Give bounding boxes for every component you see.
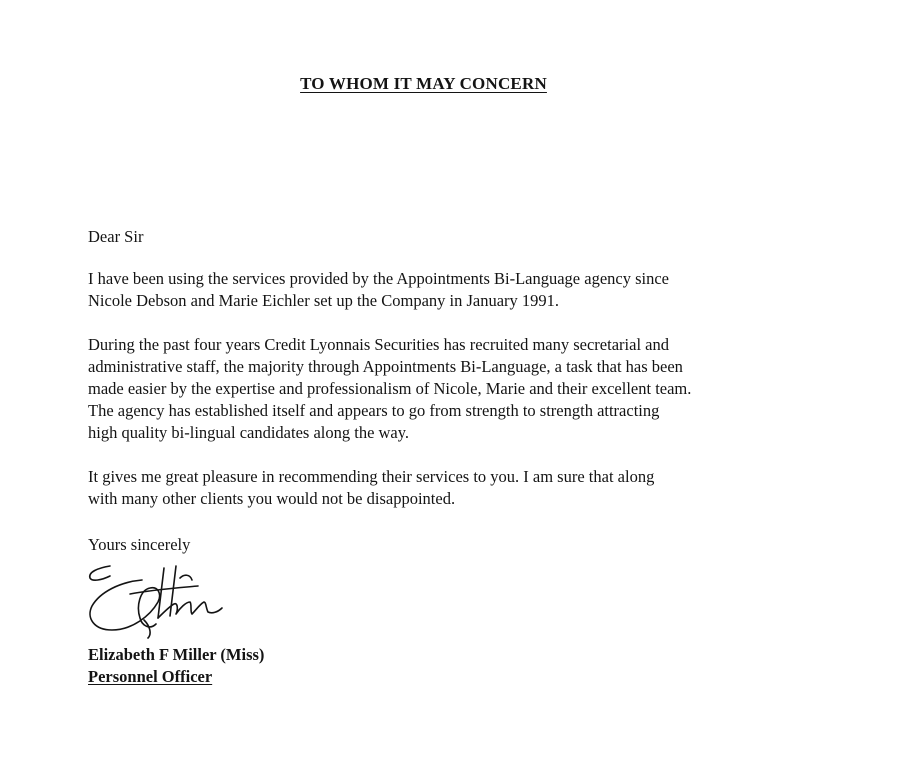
letter-heading (0, 74, 907, 94)
paragraph-line: I have been using the services provided by the Appointments Bi-Language agency since (88, 269, 669, 288)
signer-name: Elizabeth F Miller (Miss) (88, 645, 265, 664)
letter-heading-text: TO WHOM IT MAY CONCERN (300, 74, 547, 93)
paragraph-line: The agency has established itself and appears to go from strength to strength attracting (88, 401, 660, 420)
paragraph-line: with many other clients you would not be disappointed. (88, 489, 456, 508)
closing: Yours sincerely (88, 535, 191, 554)
paragraph-line: made easier by the expertise and professionalism of Nicole, Marie and their excellent team. (88, 379, 692, 398)
paragraph-line: It gives me great pleasure in recommending their services to you. I am sure that along (88, 467, 655, 486)
paragraph-1 (88, 268, 669, 312)
paragraph-2 (88, 334, 691, 444)
paragraph-3 (88, 466, 654, 510)
paragraph-line: administrative staff, the majority through Appointments Bi-Language, a task that has been (88, 357, 683, 376)
salutation: Dear Sir (88, 227, 144, 246)
signer-title: Personnel Officer (88, 667, 213, 686)
paragraph-line: high quality bi-lingual candidates along the way. (88, 423, 410, 442)
paragraph-line: During the past four years Credit Lyonnais Securities has recruited many secretarial and (88, 335, 669, 354)
paragraph-line: Nicole Debson and Marie Eichler set up the Company in January 1991. (88, 291, 560, 310)
handwritten-signature (80, 556, 240, 642)
